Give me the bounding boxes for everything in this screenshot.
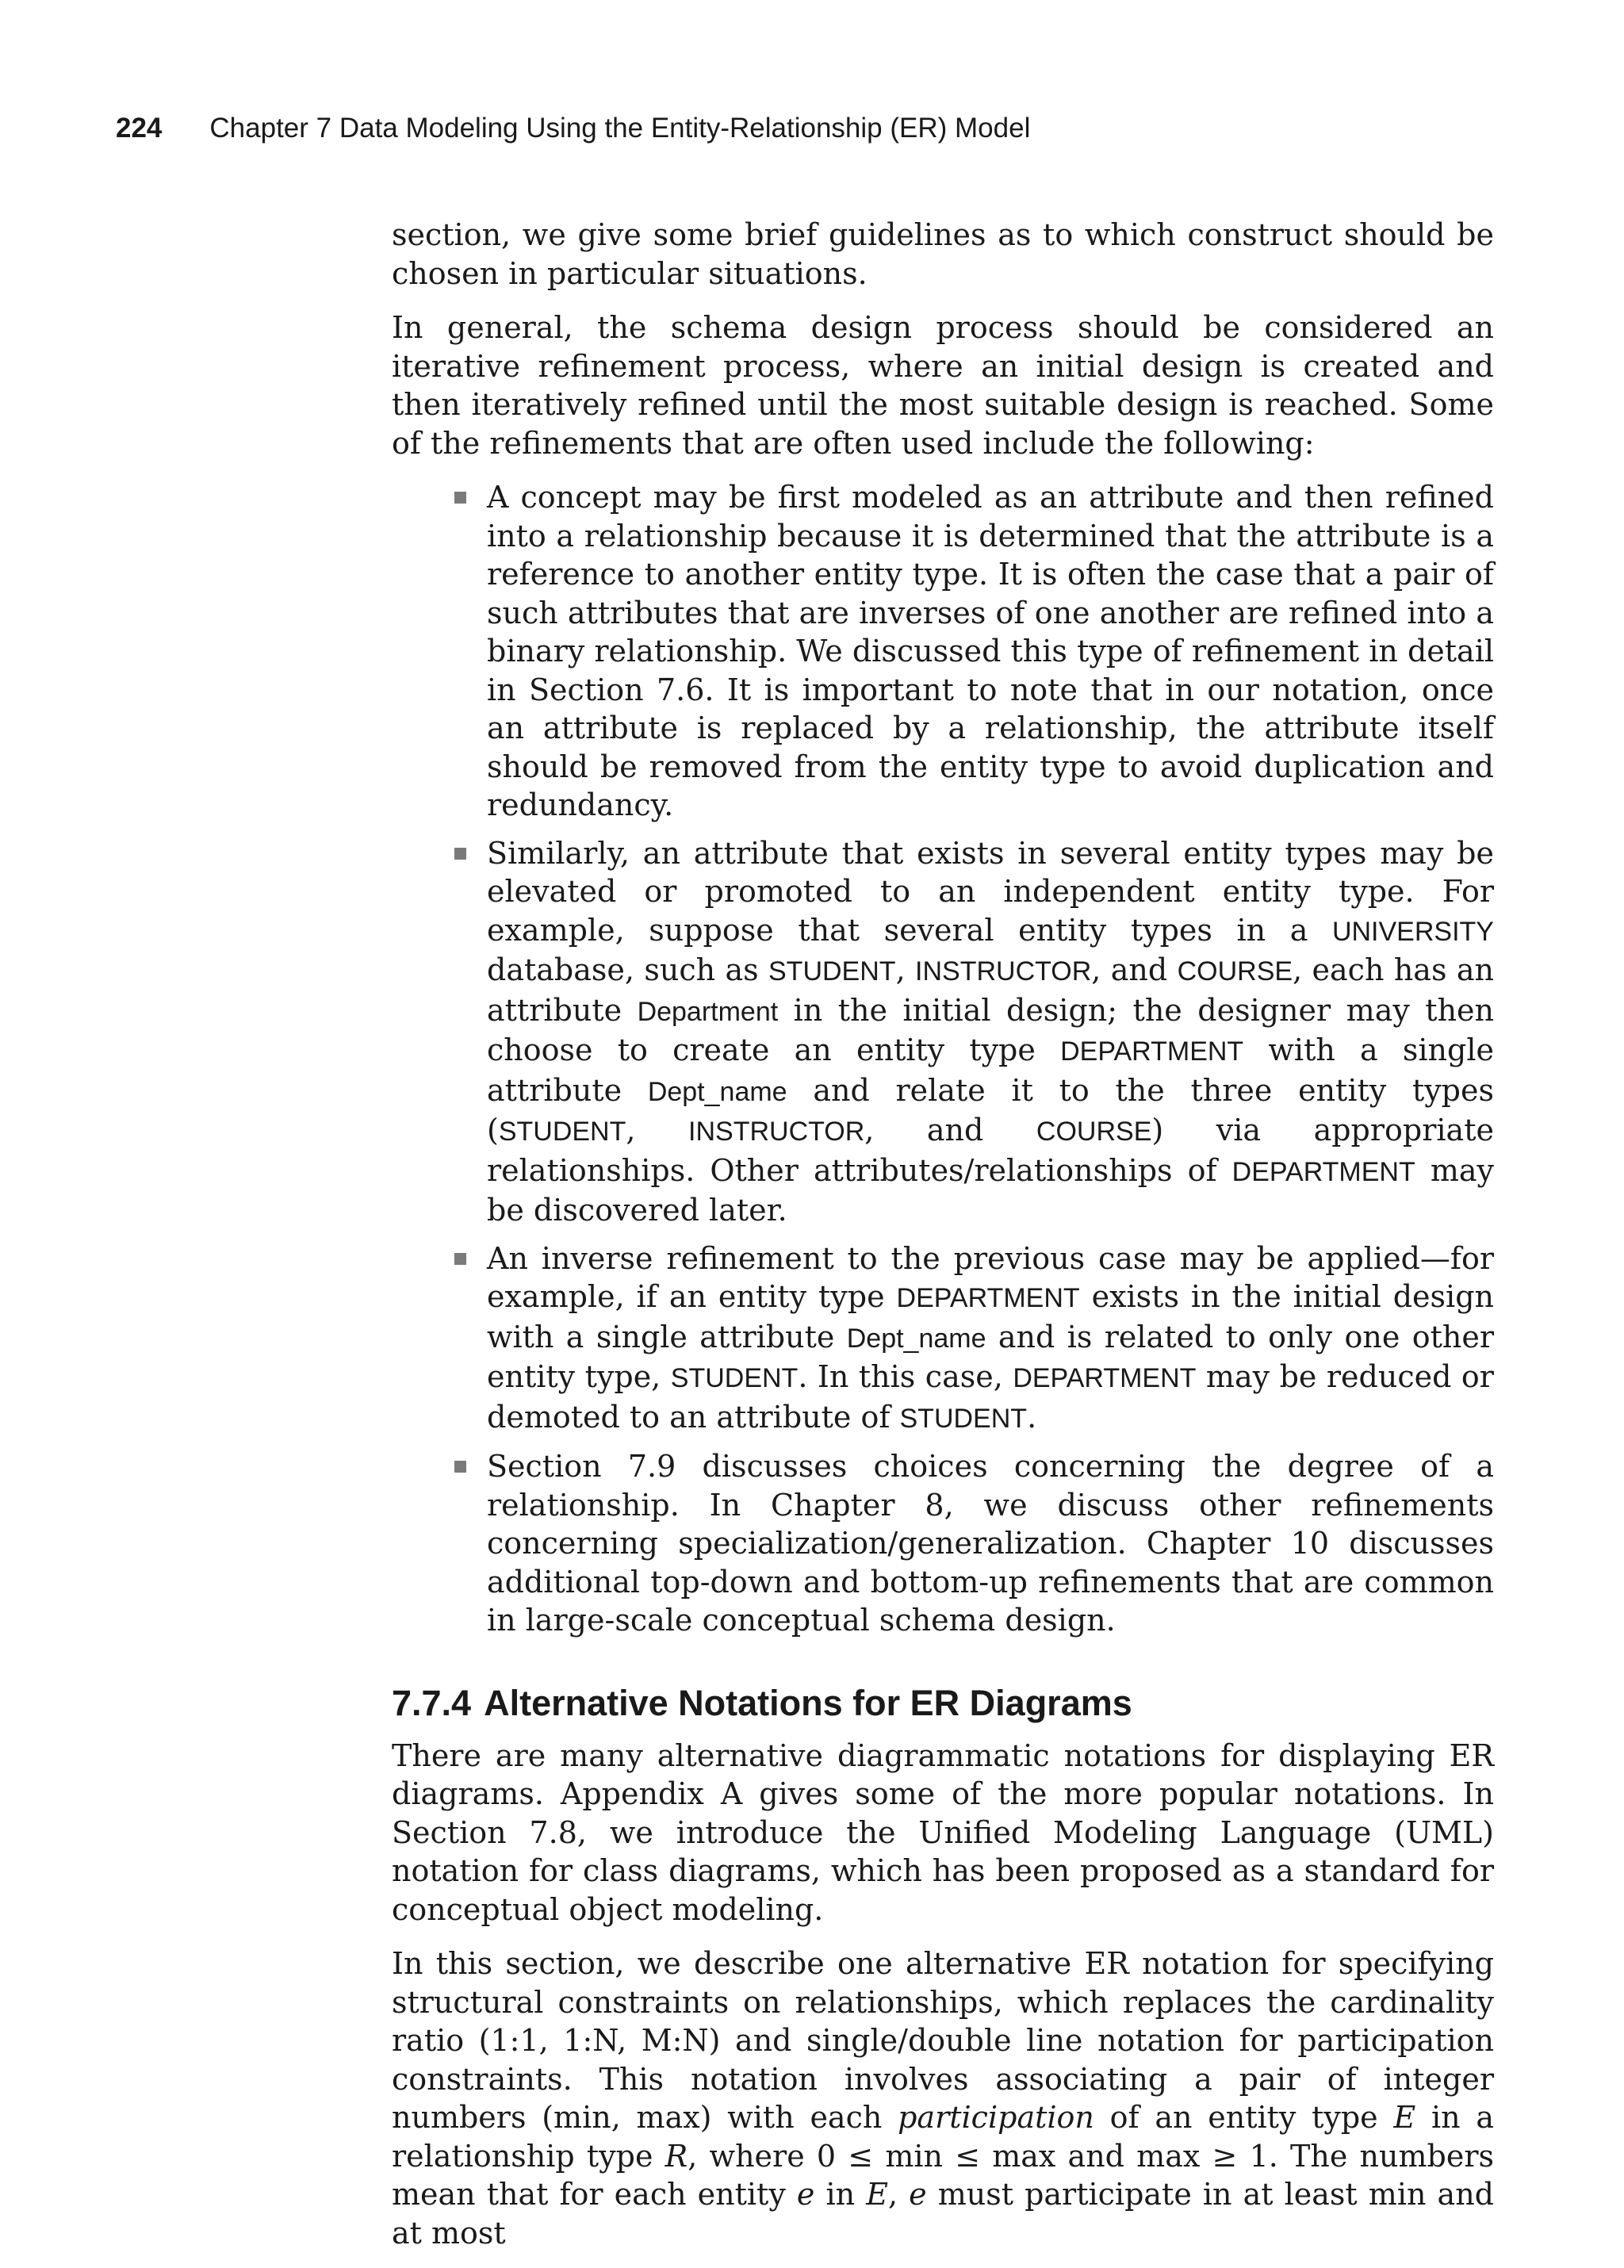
paragraph-alternative-notations: There are many alternative diagrammatic notations for displaying ER diagrams. Appendix A gives some of the more popular notations. In Section 7.8, we introduce the Unified Modeling Language (UML) notation for class diagrams, which has been proposed as a standard for conceptual object modeling. — [392, 1737, 1494, 1927]
list-item — [392, 478, 1494, 825]
square-bullet-icon — [454, 848, 466, 860]
square-bullet-icon — [454, 492, 466, 504]
square-bullet-icon — [454, 1461, 466, 1473]
square-bullet-icon — [454, 1253, 466, 1265]
paragraph-iterative-refinement: In general, the schema design process should be considered an iterative refinement process, where an initial design is created and then iteratively refined until the most suitable design is reached. Some of the refinements that are often used include the following: — [392, 310, 1494, 461]
page-number: 224 — [116, 113, 163, 144]
running-header — [116, 113, 1030, 144]
list-item — [392, 1239, 1494, 1439]
section-title: Alternative Notations for ER Diagrams — [484, 1682, 1132, 1723]
refinement-list — [392, 478, 1494, 1640]
list-item — [392, 1447, 1494, 1640]
section-number: 7.7.4 — [392, 1682, 472, 1723]
list-item — [392, 834, 1494, 1230]
list-item-text: Similarly, an attribute that exists in several entity types may be elevated or promoted to an independent entity type. For example, suppose that several entity types in a UNIVERSITY database, such as STUDENT, INSTRUCTOR, and COURSE, each has an attribute Department in the initial design; the designer may then choose to create an entity type DEPARTMENT with a single attribute Dept_name and relate it to the three entity types (STUDENT, INSTRUCTOR, and COURSE) via appropriate relationships. Other attributes/relationships of DEPARTMENT may be discovered later. — [487, 835, 1495, 1228]
paragraph-min-max-notation: In this section, we describe one alternative ER notation for specifying structural constraints on relationships, which replaces the cardinality ratio (1:1, 1:N, M:N) and single/double line notation for participation constraints. This notation involves associating a pair of integer numbers (min, max) with each participation of an entity type E in a relationship type R, where 0 ≤ min ≤ max and max ≥ 1. The numbers mean that for each entity e in E, e must participate in at least min and at most — [392, 1946, 1494, 2251]
page-body — [392, 216, 1494, 2268]
list-item-text: An inverse refinement to the previous case may be applied—for example, if an entity type DEPARTMENT exists in the initial design with a single attribute Dept_name and is related to only one other entity type, STUDENT. In this case, DEPARTMENT may be reduced or demoted to an attribute of STUDENT. — [487, 1240, 1494, 1435]
section-heading — [392, 1681, 1494, 1726]
list-item-text: Section 7.9 discusses choices concerning the degree of a relationship. In Chapter 8, we discuss other refinements concerning specialization/generalization. Chapter 10 discusses additional top-down and bottom-up refinements that are common in large-scale conceptual schema design. — [487, 1449, 1494, 1638]
running-title: Chapter 7 Data Modeling Using the Entity-Relationship (ER) Model — [209, 113, 1031, 144]
list-item-text: A concept may be first modeled as an attribute and then refined into a relationship because it is determined that the attribute is a reference to another entity type. It is often the case that a pair of such attributes that are inverses of one another are refined into a binary relationship. We discussed this type of refinement in detail in Section 7.6. It is important to note that in our notation, once an attribute is replaced by a relationship, the attribute itself should be removed from the entity type to avoid duplication and redundancy. — [487, 480, 1494, 822]
paragraph-continuation: section, we give some brief guidelines as to which construct should be chosen in particular situations. — [392, 217, 1494, 291]
